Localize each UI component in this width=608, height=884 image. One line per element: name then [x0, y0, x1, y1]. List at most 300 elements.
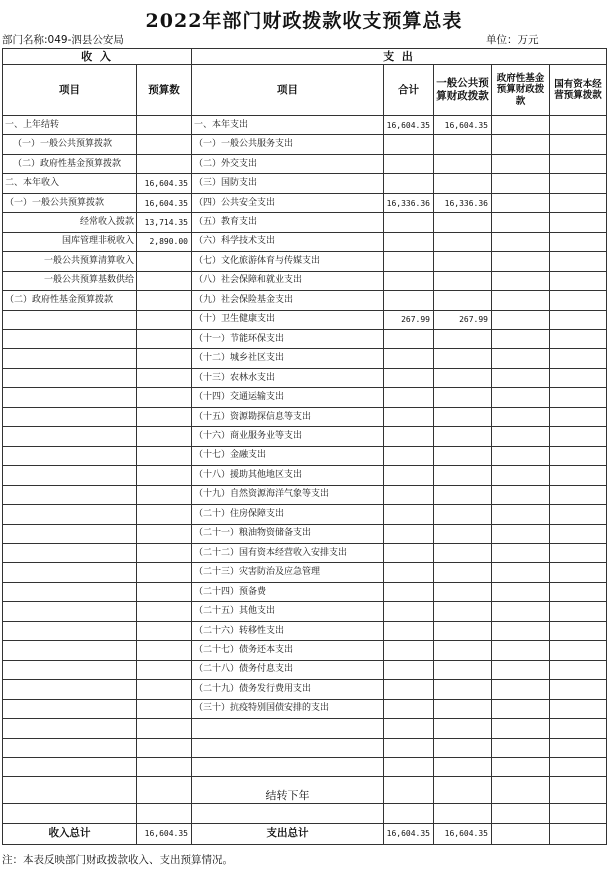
- blank-cell: [192, 738, 384, 757]
- expense-general-cell: [434, 524, 492, 543]
- expense-item-cell: （三十）抗疫特别国债安排的支出: [192, 699, 384, 718]
- col-header-total: 合计: [384, 65, 434, 116]
- table-row: [3, 524, 607, 543]
- blank-cell: [137, 757, 192, 776]
- col-header-state: 国有资本经营预算拨款: [550, 65, 607, 116]
- income-value-cell: [137, 485, 192, 504]
- expense-item-cell: （十五）资源勘探信息等支出: [192, 407, 384, 426]
- expense-general-cell: [434, 252, 492, 271]
- expense-general-cell: [434, 641, 492, 660]
- expense-state-cell: [550, 524, 607, 543]
- expense-fund-cell: [492, 543, 550, 562]
- expense-state-cell: [550, 368, 607, 387]
- expense-total-cell: [384, 213, 434, 232]
- expense-state-cell: [550, 485, 607, 504]
- income-value-cell: [137, 349, 192, 368]
- expense-total-cell: [384, 329, 434, 348]
- income-item-cell: 国库管理非税收入: [3, 232, 137, 251]
- income-value-cell: [137, 271, 192, 290]
- expense-item-cell: （十二）城乡社区支出: [192, 349, 384, 368]
- expense-total-cell: [384, 388, 434, 407]
- expense-state-cell: [550, 563, 607, 582]
- table-row: [3, 466, 607, 485]
- table-row: [3, 116, 607, 135]
- blank-cell: [492, 757, 550, 776]
- expense-total-cell: [384, 135, 434, 154]
- expense-item-cell: （六）科学技术支出: [192, 232, 384, 251]
- income-value-cell: [137, 582, 192, 601]
- expense-fund-cell: [492, 116, 550, 135]
- section-header-row: [3, 49, 607, 65]
- table-row: [3, 232, 607, 251]
- blank-cell: [3, 719, 137, 738]
- income-item-cell: [3, 329, 137, 348]
- blank-cell: [492, 738, 550, 757]
- expense-item-cell: （二）外交支出: [192, 154, 384, 173]
- income-value-cell: [137, 291, 192, 310]
- expense-item-cell: （二十二）国有资本经营收入安排支出: [192, 543, 384, 562]
- department-name: 部门名称:049-泗县公安局: [2, 34, 124, 46]
- expense-total-cell: [384, 427, 434, 446]
- expense-state-cell: [550, 193, 607, 212]
- expense-fund-cell: [492, 407, 550, 426]
- expense-item-cell: （二十）住房保障支出: [192, 505, 384, 524]
- expense-item-cell: （四）公共安全支出: [192, 193, 384, 212]
- table-row: [3, 660, 607, 679]
- totals-row: [3, 823, 607, 844]
- income-item-cell: [3, 485, 137, 504]
- income-item-cell: [3, 368, 137, 387]
- expense-general-cell: [434, 174, 492, 193]
- expense-fund-cell: [492, 310, 550, 329]
- income-value-cell: [137, 680, 192, 699]
- table-row: [3, 349, 607, 368]
- unit-label: 单位：万元: [486, 34, 539, 46]
- expense-state-cell: [550, 310, 607, 329]
- expense-state-cell: [550, 466, 607, 485]
- expense-general-cell: [434, 660, 492, 679]
- table-row: [3, 485, 607, 504]
- expense-item-cell: （二十五）其他支出: [192, 602, 384, 621]
- blank-cell: [3, 804, 137, 823]
- blank-cell: [492, 777, 550, 804]
- income-item-cell: [3, 621, 137, 640]
- income-section-title: 收 入: [3, 49, 192, 65]
- expense-state-cell: [550, 699, 607, 718]
- blank-cell: [137, 719, 192, 738]
- blank-cell: [550, 823, 607, 844]
- expense-total-cell: [384, 485, 434, 504]
- expense-total-cell: [384, 505, 434, 524]
- table-row: [3, 174, 607, 193]
- income-item-cell: [3, 466, 137, 485]
- expense-item-cell: （二十七）债务还本支出: [192, 641, 384, 660]
- carry-forward-label: 结转下年: [192, 777, 384, 804]
- income-value-cell: [137, 388, 192, 407]
- income-item-cell: 一、上年结转: [3, 116, 137, 135]
- table-row: [3, 368, 607, 387]
- income-item-cell: [3, 602, 137, 621]
- expense-general-cell: [434, 407, 492, 426]
- table-row: [3, 193, 607, 212]
- blank-cell: [384, 804, 434, 823]
- income-item-cell: [3, 310, 137, 329]
- expense-total-cell: [384, 543, 434, 562]
- income-value-cell: [137, 621, 192, 640]
- blank-cell: [550, 738, 607, 757]
- expense-total-value: 16,604.35: [384, 823, 434, 844]
- expense-fund-cell: [492, 427, 550, 446]
- table-row: [3, 446, 607, 465]
- expense-general-cell: [434, 271, 492, 290]
- blank-cell: [192, 804, 384, 823]
- income-value-cell: [137, 135, 192, 154]
- expense-state-cell: [550, 543, 607, 562]
- expense-fund-cell: [492, 154, 550, 173]
- col-header-budget: 预算数: [137, 65, 192, 116]
- income-value-cell: [137, 563, 192, 582]
- expense-state-cell: [550, 680, 607, 699]
- expense-total-cell: 267.99: [384, 310, 434, 329]
- income-item-cell: [3, 563, 137, 582]
- income-item-cell: （一）一般公共预算拨款: [3, 193, 137, 212]
- expense-fund-cell: [492, 524, 550, 543]
- table-row: [3, 135, 607, 154]
- income-item-cell: （二）政府性基金预算拨款: [3, 154, 137, 173]
- expense-general-cell: [434, 291, 492, 310]
- expense-total-cell: 16,604.35: [384, 116, 434, 135]
- income-value-cell: [137, 116, 192, 135]
- expense-item-cell: （二十九）债务发行费用支出: [192, 680, 384, 699]
- col-header-income-item: 项目: [3, 65, 137, 116]
- budget-table: [2, 48, 607, 845]
- blank-cell: [434, 719, 492, 738]
- expense-fund-cell: [492, 582, 550, 601]
- income-total-value: 16,604.35: [137, 823, 192, 844]
- expense-total-cell: [384, 154, 434, 173]
- expense-general-cell: [434, 135, 492, 154]
- expense-item-cell: （七）文化旅游体育与传媒支出: [192, 252, 384, 271]
- table-row: [3, 699, 607, 718]
- income-value-cell: [137, 446, 192, 465]
- expense-fund-cell: [492, 388, 550, 407]
- income-value-cell: [137, 543, 192, 562]
- expense-item-cell: （三）国防支出: [192, 174, 384, 193]
- table-row: [3, 310, 607, 329]
- table-row: [3, 641, 607, 660]
- income-value-cell: [137, 310, 192, 329]
- expense-item-cell: （五）教育支出: [192, 213, 384, 232]
- expense-item-cell: （十七）金融支出: [192, 446, 384, 465]
- expense-general-cell: [434, 427, 492, 446]
- income-item-cell: [3, 407, 137, 426]
- blank-cell: [384, 719, 434, 738]
- income-item-cell: [3, 505, 137, 524]
- expense-general-cell: [434, 543, 492, 562]
- expense-item-cell: （九）社会保险基金支出: [192, 291, 384, 310]
- income-item-cell: 一般公共预算清算收入: [3, 252, 137, 271]
- blank-cell: [384, 757, 434, 776]
- income-item-cell: [3, 582, 137, 601]
- expense-general-cell: [434, 505, 492, 524]
- income-value-cell: [137, 154, 192, 173]
- income-item-cell: [3, 660, 137, 679]
- blank-cell: [434, 738, 492, 757]
- expense-general-cell: [434, 349, 492, 368]
- expense-total-cell: [384, 641, 434, 660]
- expense-item-cell: （十一）节能环保支出: [192, 329, 384, 348]
- col-header-expense-item: 项目: [192, 65, 384, 116]
- table-row: [3, 680, 607, 699]
- income-value-cell: [137, 252, 192, 271]
- expense-fund-cell: [492, 193, 550, 212]
- table-row: [3, 291, 607, 310]
- expense-item-cell: （一）一般公共服务支出: [192, 135, 384, 154]
- expense-total-label: 支出总计: [192, 823, 384, 844]
- expense-total-cell: [384, 582, 434, 601]
- expense-state-cell: [550, 291, 607, 310]
- expense-general-cell: [434, 213, 492, 232]
- blank-cell: [384, 738, 434, 757]
- expense-state-cell: [550, 135, 607, 154]
- expense-fund-cell: [492, 446, 550, 465]
- expense-fund-cell: [492, 135, 550, 154]
- blank-cell: [3, 777, 137, 804]
- expense-state-cell: [550, 271, 607, 290]
- expense-item-cell: （十四）交通运输支出: [192, 388, 384, 407]
- blank-cell: [384, 777, 434, 804]
- blank-cell: [3, 738, 137, 757]
- col-header-fund: 政府性基金预算财政拨款: [492, 65, 550, 116]
- income-value-cell: [137, 505, 192, 524]
- expense-state-cell: [550, 252, 607, 271]
- expense-total-cell: [384, 368, 434, 387]
- expense-fund-cell: [492, 368, 550, 387]
- blank-row: [3, 804, 607, 823]
- expense-general-cell: [434, 602, 492, 621]
- expense-general-cell: [434, 368, 492, 387]
- expense-general-cell: 267.99: [434, 310, 492, 329]
- expense-state-cell: [550, 602, 607, 621]
- expense-state-cell: [550, 446, 607, 465]
- table-row: [3, 213, 607, 232]
- expense-general-cell: [434, 680, 492, 699]
- income-value-cell: [137, 407, 192, 426]
- expense-total-cell: 16,336.36: [384, 193, 434, 212]
- income-item-cell: 一般公共预算基数供给: [3, 271, 137, 290]
- carry-forward-row: [3, 777, 607, 804]
- expense-fund-cell: [492, 252, 550, 271]
- table-row: [3, 602, 607, 621]
- blank-cell: [550, 777, 607, 804]
- expense-fund-cell: [492, 291, 550, 310]
- blank-cell: [137, 777, 192, 804]
- table-row: [3, 427, 607, 446]
- expense-fund-cell: [492, 660, 550, 679]
- expense-state-cell: [550, 329, 607, 348]
- page-title: 2022年部门财政拨款收支预算总表: [145, 10, 463, 32]
- expense-state-cell: [550, 349, 607, 368]
- blank-cell: [550, 804, 607, 823]
- expense-fund-cell: [492, 699, 550, 718]
- blank-cell: [492, 719, 550, 738]
- expense-state-cell: [550, 232, 607, 251]
- expense-item-cell: （八）社会保障和就业支出: [192, 271, 384, 290]
- expense-total-cell: [384, 252, 434, 271]
- expense-total-cell: [384, 680, 434, 699]
- blank-cell: [3, 757, 137, 776]
- expense-state-cell: [550, 213, 607, 232]
- expense-general-cell: [434, 329, 492, 348]
- expense-fund-cell: [492, 680, 550, 699]
- col-header-general: 一般公共预算财政拨款: [434, 65, 492, 116]
- blank-cell: [434, 804, 492, 823]
- table-row: [3, 505, 607, 524]
- income-value-cell: [137, 602, 192, 621]
- expense-general-cell: [434, 154, 492, 173]
- expense-total-cell: [384, 621, 434, 640]
- table-row: [3, 582, 607, 601]
- expense-total-cell: [384, 466, 434, 485]
- income-item-cell: （二）政府性基金预算拨款: [3, 291, 137, 310]
- blank-cell: [192, 757, 384, 776]
- income-item-cell: [3, 427, 137, 446]
- table-row: [3, 621, 607, 640]
- income-item-cell: （一）一般公共预算拨款: [3, 135, 137, 154]
- expense-general-cell: [434, 446, 492, 465]
- expense-fund-cell: [492, 505, 550, 524]
- expense-general-cell: [434, 563, 492, 582]
- expense-general-cell: [434, 466, 492, 485]
- income-value-cell: 16,604.35: [137, 193, 192, 212]
- income-value-cell: [137, 524, 192, 543]
- expense-total-cell: [384, 660, 434, 679]
- income-item-cell: 经常收入拨款: [3, 213, 137, 232]
- expense-state-cell: [550, 660, 607, 679]
- expense-fund-cell: [492, 485, 550, 504]
- income-value-cell: [137, 699, 192, 718]
- expense-fund-cell: [492, 174, 550, 193]
- blank-cell: [434, 777, 492, 804]
- blank-row: [3, 757, 607, 776]
- table-row: [3, 271, 607, 290]
- income-item-cell: 二、本年收入: [3, 174, 137, 193]
- expense-state-cell: [550, 116, 607, 135]
- table-row: [3, 252, 607, 271]
- column-header-row: [3, 65, 607, 116]
- expense-total-cell: [384, 524, 434, 543]
- expense-total-cell: [384, 407, 434, 426]
- blank-cell: [137, 804, 192, 823]
- expense-state-cell: [550, 505, 607, 524]
- blank-cell: [550, 757, 607, 776]
- table-row: [3, 154, 607, 173]
- expense-total-cell: [384, 232, 434, 251]
- table-row: [3, 543, 607, 562]
- expense-general-cell: [434, 388, 492, 407]
- expense-item-cell: （二十六）转移性支出: [192, 621, 384, 640]
- expense-fund-cell: [492, 602, 550, 621]
- expense-state-cell: [550, 154, 607, 173]
- blank-cell: [137, 738, 192, 757]
- expense-state-cell: [550, 407, 607, 426]
- income-value-cell: 16,604.35: [137, 174, 192, 193]
- expense-item-cell: （二十一）粮油物资储备支出: [192, 524, 384, 543]
- table-row: [3, 407, 607, 426]
- expense-general-total-value: 16,604.35: [434, 823, 492, 844]
- expense-fund-cell: [492, 271, 550, 290]
- income-item-cell: [3, 699, 137, 718]
- expense-item-cell: （十八）援助其他地区支出: [192, 466, 384, 485]
- expense-item-cell: （十三）农林水支出: [192, 368, 384, 387]
- income-item-cell: [3, 680, 137, 699]
- expense-fund-cell: [492, 466, 550, 485]
- expense-total-cell: [384, 349, 434, 368]
- income-value-cell: [137, 329, 192, 348]
- expense-item-cell: （十九）自然资源海洋气象等支出: [192, 485, 384, 504]
- blank-row: [3, 719, 607, 738]
- expense-fund-cell: [492, 213, 550, 232]
- income-item-cell: [3, 446, 137, 465]
- expense-state-cell: [550, 427, 607, 446]
- income-item-cell: [3, 388, 137, 407]
- table-row: [3, 563, 607, 582]
- expense-section-title: 支 出: [192, 49, 607, 65]
- footnote: 注：本表反映部门财政拨款收入、支出预算情况。: [2, 854, 233, 866]
- expense-total-cell: [384, 446, 434, 465]
- expense-item-cell: （十）卫生健康支出: [192, 310, 384, 329]
- expense-general-cell: 16,336.36: [434, 193, 492, 212]
- blank-cell: [192, 719, 384, 738]
- expense-fund-cell: [492, 232, 550, 251]
- expense-total-cell: [384, 174, 434, 193]
- income-item-cell: [3, 543, 137, 562]
- income-value-cell: [137, 368, 192, 387]
- blank-cell: [550, 719, 607, 738]
- expense-fund-cell: [492, 641, 550, 660]
- expense-total-cell: [384, 291, 434, 310]
- blank-cell: [492, 823, 550, 844]
- expense-item-cell: （二十三）灾害防治及应急管理: [192, 563, 384, 582]
- income-value-cell: [137, 427, 192, 446]
- expense-fund-cell: [492, 329, 550, 348]
- expense-state-cell: [550, 388, 607, 407]
- income-total-label: 收入总计: [3, 823, 137, 844]
- income-item-cell: [3, 349, 137, 368]
- income-value-cell: [137, 466, 192, 485]
- expense-state-cell: [550, 582, 607, 601]
- expense-total-cell: [384, 563, 434, 582]
- expense-general-cell: 16,604.35: [434, 116, 492, 135]
- income-value-cell: 13,714.35: [137, 213, 192, 232]
- expense-total-cell: [384, 271, 434, 290]
- table-row: [3, 329, 607, 348]
- expense-state-cell: [550, 641, 607, 660]
- expense-general-cell: [434, 699, 492, 718]
- expense-fund-cell: [492, 563, 550, 582]
- expense-state-cell: [550, 174, 607, 193]
- expense-general-cell: [434, 582, 492, 601]
- expense-total-cell: [384, 699, 434, 718]
- income-item-cell: [3, 524, 137, 543]
- income-value-cell: 2,890.00: [137, 232, 192, 251]
- expense-general-cell: [434, 621, 492, 640]
- expense-item-cell: （二十八）债务付息支出: [192, 660, 384, 679]
- income-value-cell: [137, 641, 192, 660]
- table-row: [3, 388, 607, 407]
- expense-general-cell: [434, 485, 492, 504]
- expense-item-cell: 一、本年支出: [192, 116, 384, 135]
